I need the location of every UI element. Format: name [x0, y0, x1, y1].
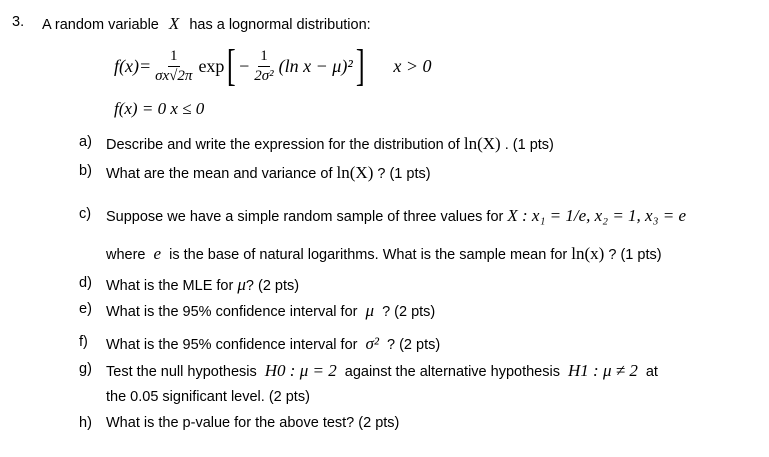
question-intro: A random variable X has a lognormal distribution:: [42, 14, 371, 33]
part-f-text: What is the 95% confidence interval for σ² ? (2 pts): [106, 334, 441, 353]
part-e-text: What is the 95% confidence interval for μ ? (2 pts): [106, 301, 436, 320]
part-e-label: e): [79, 301, 92, 317]
part-b-label: b): [79, 163, 92, 179]
part-a-text: Describe and write the expression for the distribution of ln(X) . (1 pts): [106, 134, 554, 153]
part-g-line2: the 0.05 significant level. (2 pts): [106, 389, 310, 405]
part-d-label: d): [79, 275, 92, 291]
part-a-label: a): [79, 134, 92, 150]
pdf-body: (ln x − μ)²: [278, 55, 353, 76]
part-g-text: Test the null hypothesis H0 : μ = 2 against the alternative hypothesis H1 : μ ≠ 2 at: [106, 361, 658, 380]
pdf-condition: x > 0: [393, 55, 432, 76]
part-h-text: What is the p-value for the above test? (2 pts): [106, 415, 400, 431]
part-f-label: f): [79, 334, 88, 350]
pdf-zero-line: f(x) = 0 x ≤ 0: [114, 99, 205, 118]
part-h-label: h): [79, 415, 92, 431]
part-g-label: g): [79, 361, 92, 377]
right-bracket: ]: [355, 41, 365, 90]
pdf-fraction-1: $\frac{1}{\sigma x√2\pi}$: [155, 47, 193, 84]
pdf-fraction-2: $\frac{1}{\text{2σ²}}$: [254, 47, 274, 84]
left-bracket: [: [227, 41, 237, 90]
part-c-line2: where e is the base of natural logarithms. What is the sample mean for ln(x) ? (1 pts): [106, 244, 662, 263]
pdf-neg-sign: −: [239, 55, 250, 76]
part-c-label: c): [79, 206, 92, 222]
part-d-text: What is the MLE for μ? (2 pts): [106, 275, 300, 294]
question-number: 3.: [12, 14, 25, 30]
part-c-text: Suppose we have a simple random sample of three values for X : x₁ = 1/e, x₂ = 1, x₃ = e: [106, 206, 687, 225]
part-b-text: What are the mean and variance of ln(X) ? (1 pts): [106, 163, 431, 182]
pdf-exp: exp: [198, 55, 225, 76]
pdf-formula: [114, 41, 432, 91]
pdf-lhs: f(x)=: [114, 55, 152, 76]
variable-x: X: [168, 14, 180, 33]
